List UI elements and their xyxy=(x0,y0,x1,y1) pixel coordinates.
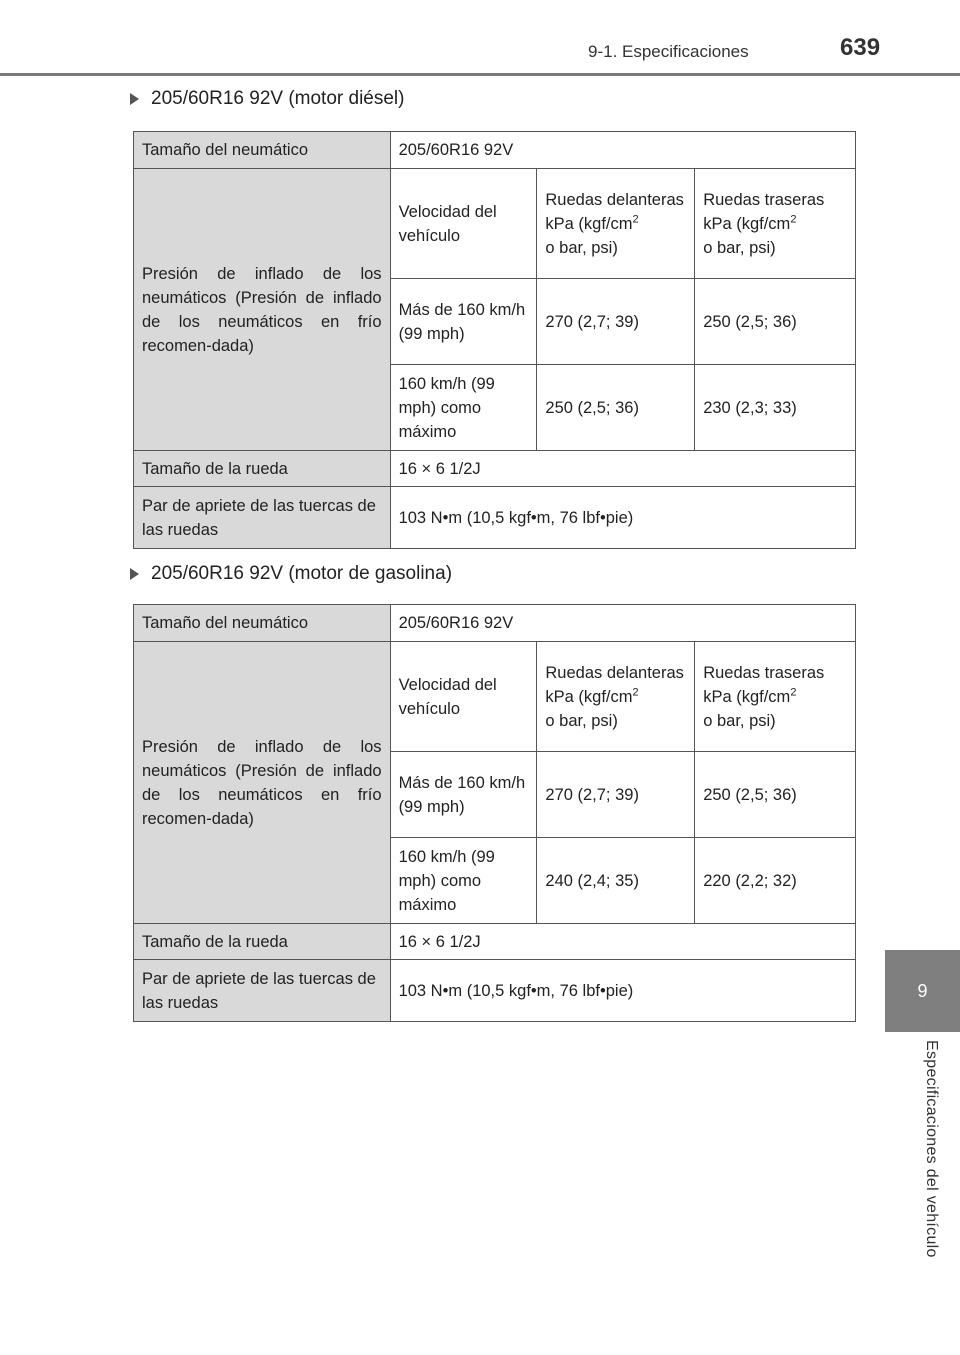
page-header xyxy=(0,0,960,76)
torque-value: 103 N•m (10,5 kgf•m, 76 lbf•pie) xyxy=(390,487,855,549)
wheel-size-label: Tamaño de la rueda xyxy=(134,924,391,960)
front-pressure-cell: 270 (2,7; 39) xyxy=(537,279,695,365)
speed-cell: Más de 160 km/h (99 mph) xyxy=(390,279,537,365)
chapter-number: 9 xyxy=(917,980,928,1001)
torque-label: Par de apriete de las tuercas de las ruedas xyxy=(134,960,391,1022)
spec-table-diesel xyxy=(133,131,856,549)
tire-size-value: 205/60R16 92V xyxy=(390,132,855,169)
table-row xyxy=(134,605,856,642)
tire-size-label: Tamaño del neumático xyxy=(134,605,391,642)
rear-pressure-cell: 220 (2,2; 32) xyxy=(695,838,856,924)
tire-size-label: Tamaño del neumático xyxy=(134,132,391,169)
col-speed-header: Velocidad del vehículo xyxy=(390,169,537,279)
front-pressure-cell: 270 (2,7; 39) xyxy=(537,752,695,838)
speed-cell: 160 km/h (99 mph) como máximo xyxy=(390,365,537,451)
table-row xyxy=(134,169,856,279)
col-rear-header: Ruedas traseras kPa ($kgf/cm^2$ o bar, psi) xyxy=(695,169,856,279)
speed-cell: 160 km/h (99 mph) como máximo xyxy=(390,838,537,924)
torque-label: Par de apriete de las tuercas de las ruedas xyxy=(134,487,391,549)
table-row xyxy=(134,132,856,169)
rear-pressure-cell: 230 (2,3; 33) xyxy=(695,365,856,451)
page-number: 639 xyxy=(840,34,881,61)
front-pressure-cell: 250 (2,5; 36) xyxy=(537,365,695,451)
tire-size-value: 205/60R16 92V xyxy=(390,605,855,642)
section-heading-text: 205/60R16 92V (motor diésel) xyxy=(151,88,405,109)
wheel-size-label: Tamaño de la rueda xyxy=(134,451,391,487)
table-row xyxy=(134,487,856,549)
col-rear-header: Ruedas traseras kPa ($kgf/cm^2$ o bar, psi) xyxy=(695,642,856,752)
header-rule xyxy=(0,73,960,76)
table-row xyxy=(134,924,856,960)
section-heading-text: 205/60R16 92V (motor de gasolina) xyxy=(151,563,453,584)
rear-pressure-cell: 250 (2,5; 36) xyxy=(695,752,856,838)
table-row xyxy=(134,960,856,1022)
table-row xyxy=(134,642,856,752)
section-heading-diesel xyxy=(130,88,404,110)
section-title: 9-1. Especificaciones xyxy=(588,42,749,61)
table-row xyxy=(134,451,856,487)
speed-cell: Más de 160 km/h (99 mph) xyxy=(390,752,537,838)
torque-value: 103 N•m (10,5 kgf•m, 76 lbf•pie) xyxy=(390,960,855,1022)
col-speed-header: Velocidad del vehículo xyxy=(390,642,537,752)
front-pressure-cell: 240 (2,4; 35) xyxy=(537,838,695,924)
bullet-arrow-icon xyxy=(130,93,139,105)
rear-pressure-cell: 250 (2,5; 36) xyxy=(695,279,856,365)
wheel-size-value: 16 × 6 1/2J xyxy=(390,924,855,960)
pressure-label: Presión de inflado de los neumáticos (Presión de inflado de los neumáticos en frío recomen-dada) xyxy=(134,169,391,451)
col-front-header: Ruedas delanteras kPa ($kgf/cm^2$ o bar, psi) xyxy=(537,169,695,279)
chapter-tab xyxy=(885,950,960,1032)
wheel-size-value: 16 × 6 1/2J xyxy=(390,451,855,487)
col-front-header: Ruedas delanteras kPa ($kgf/cm^2$ o bar, psi) xyxy=(537,642,695,752)
bullet-arrow-icon xyxy=(130,568,139,580)
section-heading-gasoline xyxy=(130,563,452,585)
chapter-label: Especificaciones del vehículo xyxy=(923,1040,940,1258)
pressure-label: Presión de inflado de los neumáticos (Presión de inflado de los neumáticos en frío recomen-dada) xyxy=(134,642,391,924)
spec-table-gasoline xyxy=(133,604,856,1022)
